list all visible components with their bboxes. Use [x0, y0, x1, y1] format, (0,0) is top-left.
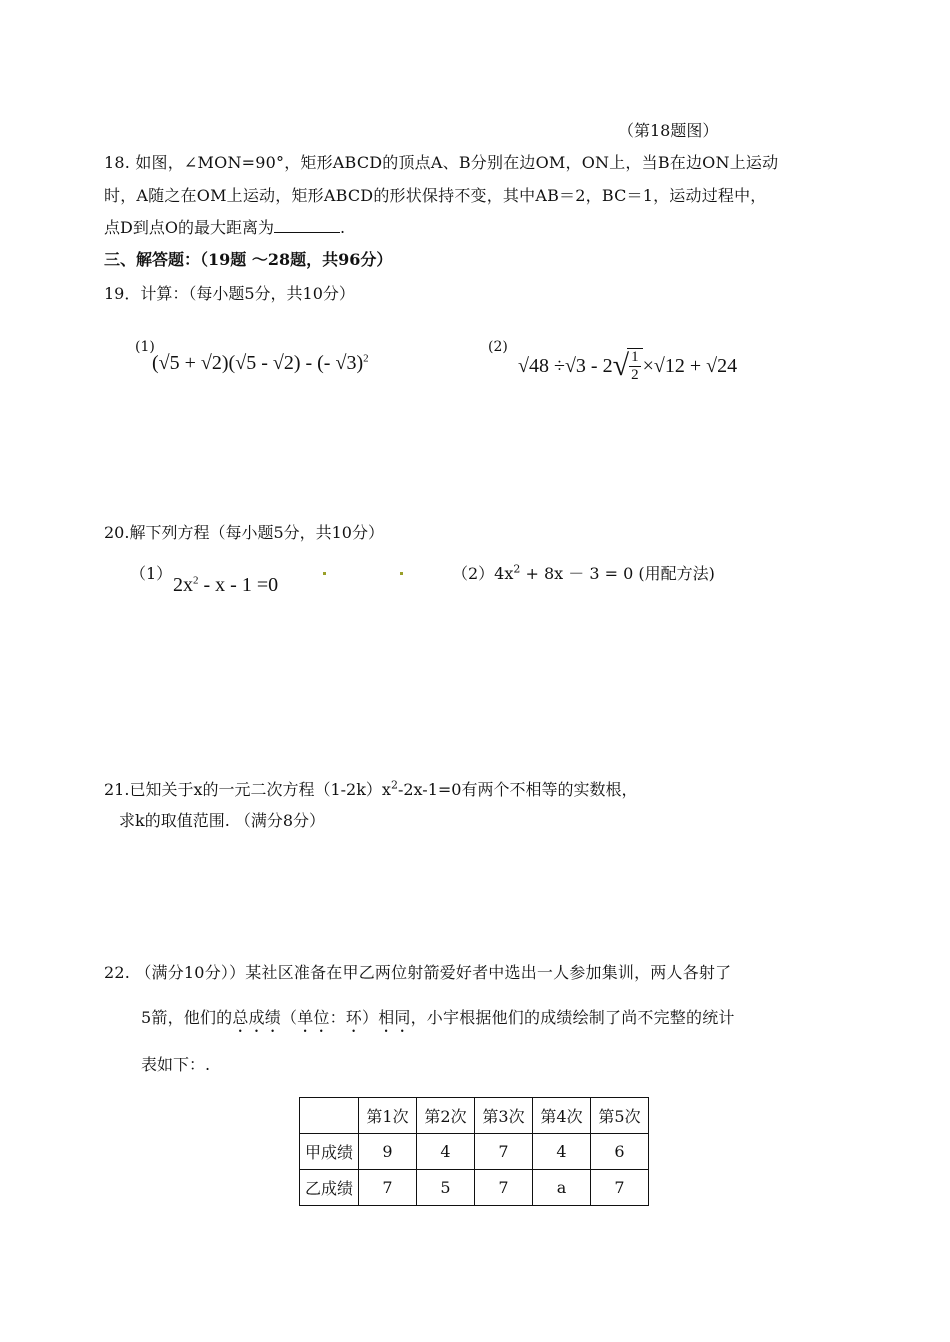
q19-part2-expression [518, 348, 737, 384]
q19-part1-expression [152, 352, 369, 375]
table-cell: 5 [417, 1170, 475, 1206]
question-18-line3-text: 点D到点O的最大距离为 [104, 218, 274, 237]
figure-caption-18: （第18题图） [618, 121, 719, 140]
table-header-cell [300, 1098, 359, 1134]
q20-part2-label: （2）4x [452, 564, 514, 583]
table-cell: 4 [417, 1134, 475, 1170]
question-19-title: 19．计算：（每小题5分，共10分） [104, 284, 355, 303]
question-18-line1: 18. 如图，∠MON=90°，矩形ABCD的顶点A、B分别在边OM，ON上，当B在边ON上运动 [104, 153, 779, 172]
table-row [300, 1170, 649, 1206]
q19-part1-label: (1) [135, 339, 155, 355]
q20-part2-exponent: 2 [513, 562, 521, 576]
table-cell: 7 [591, 1170, 649, 1206]
table-header-cell: 第2次 [417, 1098, 475, 1134]
question-18-line3 [104, 215, 345, 238]
q20-part1-equation [173, 574, 278, 597]
q20-part1-expr-a: 2x [173, 574, 193, 596]
table-cell: 9 [359, 1134, 417, 1170]
stray-dot-1 [323, 572, 326, 575]
fraction-denominator: 2 [631, 367, 639, 383]
section-3-heading: 三、解答题：（19题 ～28题，共96分） [104, 250, 393, 269]
table-cell: 4 [533, 1134, 591, 1170]
q19-part2-expr-b: ×√12 + √24 [642, 354, 738, 377]
table-cell: a [533, 1170, 591, 1206]
table-cell: 7 [359, 1170, 417, 1206]
q21-line1-a: 21.已知关于x的一元二次方程（1-2k）x [104, 780, 391, 799]
q20-part2-equation [452, 561, 715, 584]
table-header-cell: 第4次 [533, 1098, 591, 1134]
table-header-row [300, 1098, 649, 1134]
table-cell: 7 [475, 1170, 533, 1206]
table-row-label: 乙成绩 [300, 1170, 359, 1206]
table-header-cell: 第5次 [591, 1098, 649, 1134]
question-22-line2 [141, 1005, 735, 1036]
table-header-cell: 第3次 [475, 1098, 533, 1134]
question-18-line2: 时，A随之在OM上运动，矩形ABCD的形状保持不变，其中AB＝2，BC＝1，运动过程中， [104, 186, 767, 205]
q20-part1-label: （1） [130, 564, 173, 583]
table-header-cell: 第1次 [359, 1098, 417, 1134]
stray-dot-2 [400, 572, 403, 575]
table-cell: 6 [591, 1134, 649, 1170]
question-20-title: 20.解下列方程（每小题5分，共10分） [104, 523, 384, 542]
q20-part1-exponent: 2 [193, 574, 199, 587]
fraction-numerator: 1 [631, 349, 639, 365]
q21-line1-b: -2x-1=0有两个不相等的实数根， [397, 780, 638, 799]
q22-line2-b: ，小宇根据他们的成绩绘制了尚不完整的统计 [410, 1008, 735, 1027]
q19-part1-exponent: 2 [363, 352, 369, 365]
q22-line2-emphasis: 总成绩（单位：环）相同 [232, 1008, 411, 1027]
answer-blank-18[interactable] [274, 216, 340, 233]
question-18-line3-period: . [339, 218, 346, 237]
q19-part1-expr-text: (√5 + √2)(√5 - √2) - (- √3) [152, 352, 364, 374]
q19-part2-expr-a: √48 ÷√3 - 2 [518, 354, 613, 377]
q19-part2-radical [613, 348, 643, 384]
q19-part2-fraction [627, 348, 643, 384]
q19-part2-label: (2) [488, 339, 508, 355]
table-row [300, 1134, 649, 1170]
q20-part1-expr-b: - x - 1 =0 [198, 574, 279, 596]
score-table [299, 1097, 649, 1206]
question-21-line1 [104, 777, 637, 800]
question-22-line3: 表如下：. [141, 1055, 211, 1074]
q20-part2-expr: + 8x － 3 = 0 (用配方法) [520, 564, 715, 583]
q22-line2-a: 5箭，他们的 [141, 1008, 233, 1027]
table-cell: 7 [475, 1134, 533, 1170]
q21-exponent: 2 [390, 778, 398, 792]
question-22-line1: 22. （满分10分））某社区准备在甲乙两位射箭爱好者中选出一人参加集训，两人各射了 [104, 963, 732, 982]
radical-sign-icon: √ [612, 349, 630, 382]
question-21-line2: 求k的取值范围. （满分8分） [119, 811, 326, 830]
table-row-label: 甲成绩 [300, 1134, 359, 1170]
